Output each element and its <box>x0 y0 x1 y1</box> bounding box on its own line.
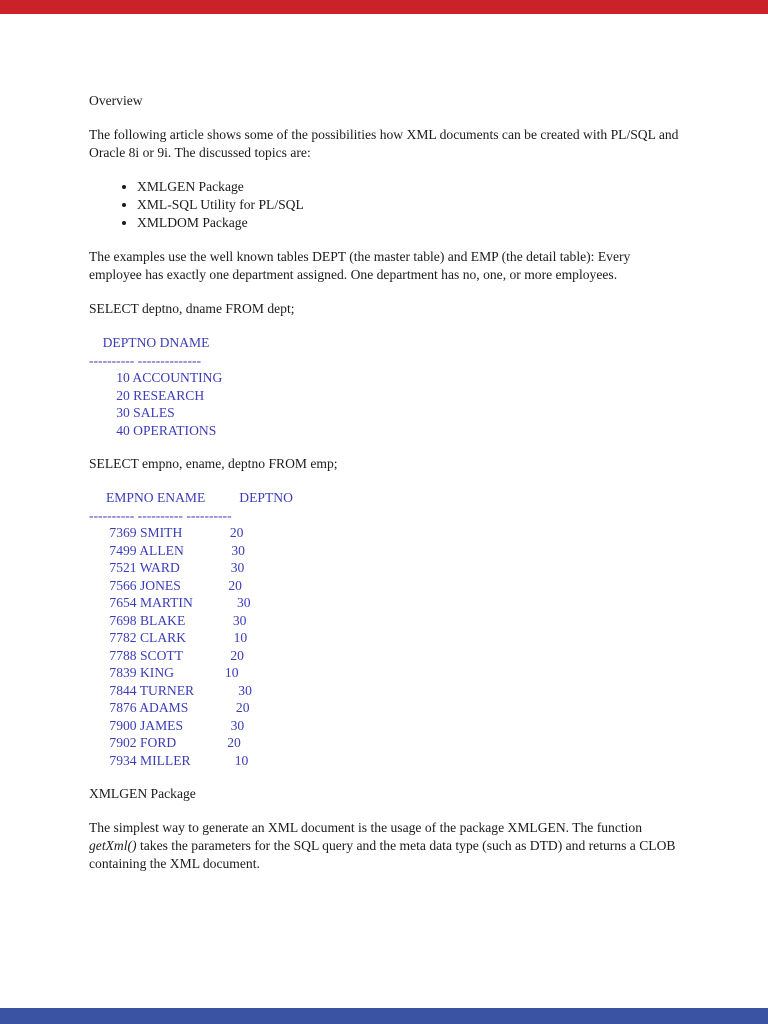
table-row: 7788 SCOTT 20 <box>89 647 244 663</box>
result-separator-row: ---------- -------------- <box>89 352 202 368</box>
emp-query-result <box>89 489 679 769</box>
table-row: 7698 BLAKE 30 <box>89 612 247 628</box>
document-content <box>89 92 679 889</box>
table-row: 40 OPERATIONS <box>89 422 217 438</box>
sql-query-dept: SELECT deptno, dname FROM dept; <box>89 301 295 316</box>
xmlgen-paragraph-text: takes the parameters for the SQL query and the meta data type (such as DTD) and returns a CLOB containing the XML document. <box>89 838 676 871</box>
table-row: 7839 KING 10 <box>89 665 239 680</box>
table-row: 7654 MARTIN 30 <box>89 595 251 610</box>
table-row: 7369 SMITH 20 <box>89 525 244 540</box>
xmlgen-paragraph <box>89 819 679 873</box>
dept-query-result <box>89 334 679 439</box>
heading-overview: Overview <box>89 93 143 108</box>
table-row: 30 SALES <box>89 405 175 420</box>
topics-list <box>89 178 679 232</box>
table-row: 7499 ALLEN 30 <box>89 542 245 558</box>
list-item-xmlsql: • XML-SQL Utility for PL/SQL <box>137 196 679 214</box>
list-item-xmlgen: • XMLGEN Package <box>137 178 679 196</box>
table-row: 7844 TURNER 30 <box>89 682 252 698</box>
table-row: 7782 CLARK 10 <box>89 630 248 645</box>
table-row: 7876 ADAMS 20 <box>89 700 250 715</box>
viewer-bottom-bar <box>0 1008 768 1024</box>
table-row: 10 ACCOUNTING <box>89 370 223 385</box>
table-row: 7900 JAMES 30 <box>89 717 245 733</box>
tables-paragraph: The examples use the well known tables DEPT (the master table) and EMP (the detail table): Every employee has exactly one department assigned. One department has no, one, or more employees. <box>89 249 631 282</box>
table-row: 7934 MILLER 10 <box>89 752 249 768</box>
xmlgen-paragraph-text: The simplest way to generate an XML document is the usage of the package XMLGEN. The function <box>89 820 643 835</box>
table-row: 20 RESEARCH <box>89 387 205 403</box>
intro-paragraph: The following article shows some of the possibilities how XML documents can be created with PL/SQL and Oracle 8i or 9i. The discussed topics are: <box>89 127 679 160</box>
result-header-row: DEPTNO DNAME <box>89 335 210 350</box>
result-header-row: EMPNO ENAME DEPTNO <box>89 490 293 505</box>
viewer-top-bar <box>0 0 768 14</box>
heading-xmlgen: XMLGEN Package <box>89 786 196 801</box>
table-row: 7566 JONES 20 <box>89 577 242 593</box>
result-separator-row: ---------- ---------- ---------- <box>89 507 232 523</box>
sql-query-emp: SELECT empno, ename, deptno FROM emp; <box>89 456 338 471</box>
list-item-xmldom: • XMLDOM Package <box>137 214 679 232</box>
getxml-function-name: getXml() <box>89 838 137 853</box>
table-row: 7902 FORD 20 <box>89 735 241 750</box>
table-row: 7521 WARD 30 <box>89 560 245 575</box>
